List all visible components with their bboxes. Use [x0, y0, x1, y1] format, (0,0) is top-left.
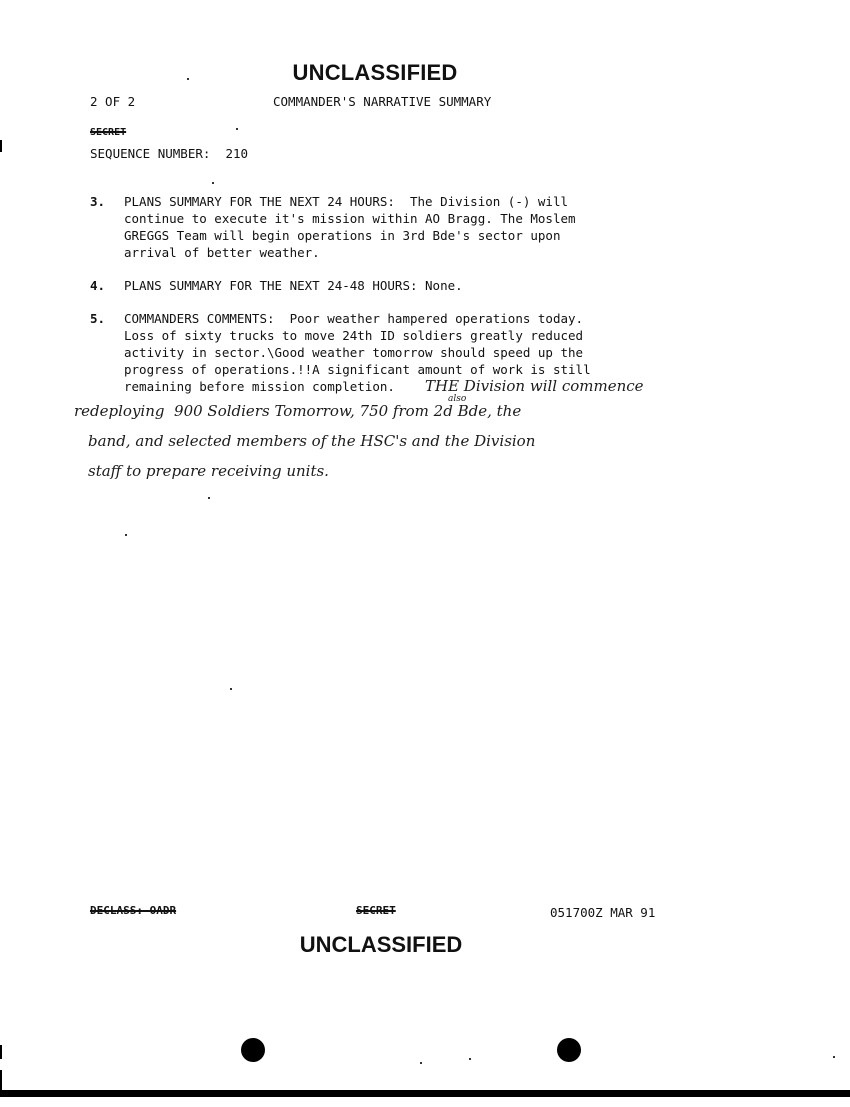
item-line: Loss of sixty trucks to move 24th ID soldiers greatly reduced	[124, 328, 584, 343]
item-line: arrival of better weather.	[124, 245, 320, 260]
item-line: activity in sector.\Good weather tomorrow should speed up the	[124, 345, 584, 360]
item-line: GREGGS Team will begin operations in 3rd Bde's sector upon	[124, 228, 561, 243]
handwritten-note-line: THE Division will commence	[425, 377, 644, 395]
struck-classification-marking-footer: SECRET	[356, 904, 396, 917]
scan-speck	[230, 688, 232, 690]
document-title: COMMANDER'S NARRATIVE SUMMARY	[273, 94, 492, 109]
scan-speck	[420, 1062, 422, 1064]
item-number: 3.	[90, 194, 106, 209]
item-line: continue to execute it's mission within AO Bragg. The Moslem	[124, 211, 576, 226]
page-indicator: 2 OF 2	[90, 94, 136, 109]
scan-speck	[833, 1056, 835, 1058]
sequence-number: 210	[225, 146, 249, 161]
scan-speck	[187, 78, 189, 80]
handwritten-note-line: staff to prepare receiving units.	[88, 462, 329, 480]
item-line: PLANS SUMMARY FOR THE NEXT 24-48 HOURS: None.	[124, 278, 463, 293]
item-number: 5.	[90, 311, 106, 326]
struck-declassification-marking: DECLASS: OADR	[90, 904, 177, 917]
scan-speck	[236, 128, 238, 130]
item-number: 4.	[90, 278, 106, 293]
punch-hole	[241, 1038, 265, 1062]
scan-edge-mark	[0, 1045, 2, 1059]
item-line: PLANS SUMMARY FOR THE NEXT 24 HOURS: The Division (-) will	[124, 194, 569, 209]
classification-footer: UNCLASSIFIED	[299, 932, 463, 957]
classification-header: UNCLASSIFIED	[292, 60, 458, 85]
sequence-number-line	[90, 146, 248, 161]
scan-bottom-edge	[0, 1090, 850, 1097]
struck-classification-marking: SECRET	[90, 127, 127, 138]
scan-edge-mark	[0, 1070, 2, 1092]
plans-48h-item	[90, 277, 650, 295]
scan-speck	[469, 1058, 471, 1060]
item-line: remaining before mission completion.	[124, 379, 395, 394]
plans-24h-item	[90, 193, 650, 263]
item-line: COMMANDERS COMMENTS: Poor weather hampered operations today.	[124, 311, 584, 326]
scan-speck	[125, 534, 127, 536]
handwritten-insertion: also	[448, 394, 467, 404]
handwritten-note-line: redeploying 900 Soldiers Tomorrow, 750 from 2d Bde, the	[74, 402, 522, 420]
item-body	[124, 193, 654, 261]
item-line: progress of operations.!!A significant amount of work is still	[124, 362, 591, 377]
sequence-label: SEQUENCE NUMBER:	[90, 146, 211, 161]
item-body	[124, 277, 654, 294]
scan-speck	[208, 497, 210, 499]
scan-speck	[212, 182, 214, 184]
handwritten-note-line: band, and selected members of the HSC's and the Division	[88, 432, 536, 450]
punch-hole	[557, 1038, 581, 1062]
date-time-group: 051700Z MAR 91	[550, 905, 656, 920]
scan-edge-mark	[0, 140, 2, 152]
